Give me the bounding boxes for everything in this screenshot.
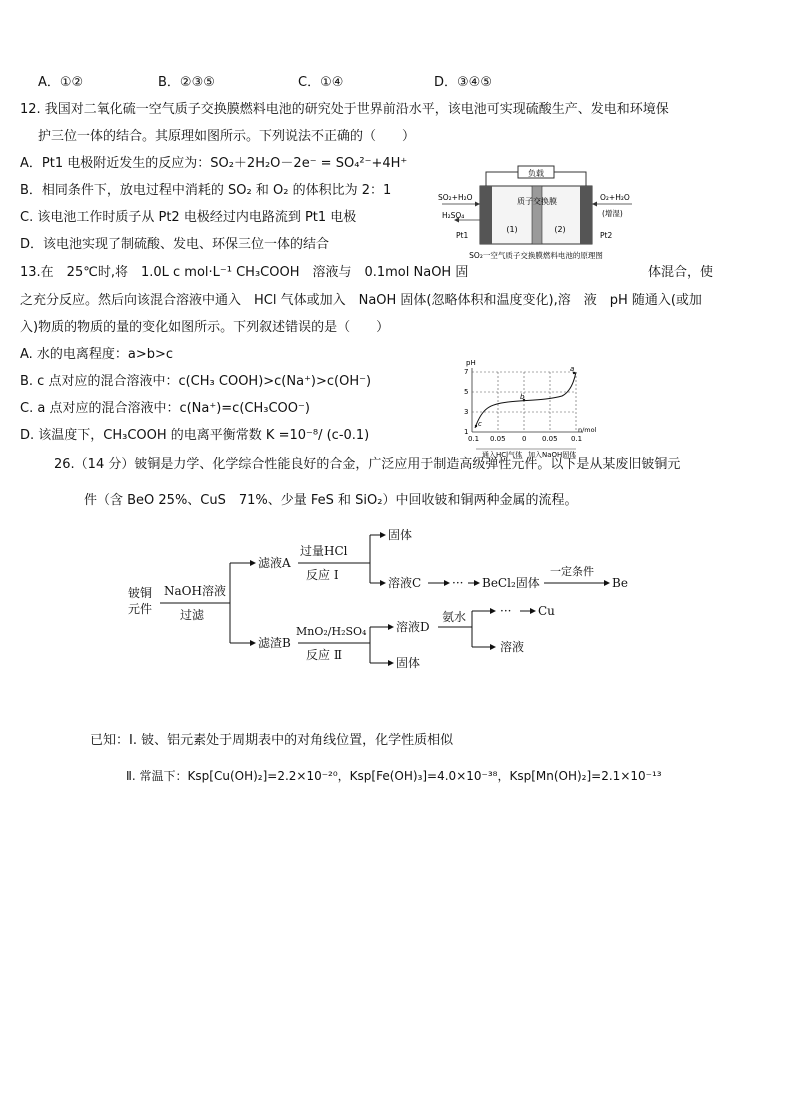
step1-operation: 过滤 bbox=[180, 608, 205, 622]
right-note-label: (增湿) bbox=[602, 209, 623, 218]
q12-option-a: A．Pt1 电极附近发生的反应为：SO₂＋2H₂O－2e⁻ = SO₄²⁻+4H⁺ bbox=[20, 156, 408, 171]
cu-product-label: Cu bbox=[538, 604, 555, 618]
becl2-solid-label: BeCl₂固体 bbox=[482, 576, 540, 590]
solution-end-label: 溶液 bbox=[500, 640, 525, 654]
ph-axis-label: pH bbox=[466, 359, 476, 367]
point-c-marker bbox=[475, 425, 477, 427]
point-b-label: b bbox=[520, 393, 525, 401]
q11-option-b: B．②③⑤ bbox=[158, 75, 215, 90]
left-output-label: H₂SO₄ bbox=[442, 211, 465, 220]
naoh-direction-note: 加入NaOH固体 bbox=[528, 451, 577, 459]
condition-label: 一定条件 bbox=[550, 565, 594, 578]
n-axis-label: n/mol bbox=[578, 426, 597, 434]
q11-option-a: A．①② bbox=[38, 75, 84, 90]
q12-stem-line1: 12. 我国对二氧化硫一空气质子交换膜燃料电池的研究处于世界前沿水平，该电池可实现硫酸生产、发电和环境保 bbox=[20, 102, 669, 117]
fuel-cell-caption: SO₂一空气质子交换膜燃料电池的原理图 bbox=[469, 251, 603, 260]
ph-tick-7: 7 bbox=[464, 368, 469, 376]
be-product-label: Be bbox=[612, 576, 628, 590]
pt2-label: Pt2 bbox=[600, 231, 613, 240]
q13-stem-line3: 入)物质的物质的量的变化如图所示。下列叙述错误的是（ ） bbox=[20, 320, 390, 335]
q13-stem-line1b: 体混合，使 bbox=[648, 265, 714, 280]
load-label: 负载 bbox=[528, 169, 544, 178]
solid-2-label: 固体 bbox=[396, 656, 421, 670]
recovery-flow-diagram bbox=[120, 525, 650, 675]
q12-option-d: D．该电池实现了制硫酸、发电、环保三位一体的结合 bbox=[20, 237, 330, 252]
q12-option-b: B．相同条件下，放电过程中消耗的 SO₂ 和 O₂ 的体积比为 2：1 bbox=[20, 183, 392, 198]
q13-option-c: C. a 点对应的混合溶液中：c(Na⁺)=c(CH₃COO⁻) bbox=[20, 401, 310, 416]
residue-b-label: 滤渣B bbox=[258, 636, 291, 650]
reaction-2-label: 反应 Ⅱ bbox=[306, 648, 342, 662]
zone-2-label: (2) bbox=[554, 225, 566, 234]
q13-stem-line1a: 13.在 25℃时,将 1.0L c mol·L⁻¹ CH₃COOH 溶液与 0.1mol NaOH 固 bbox=[20, 265, 469, 280]
fuel-cell-diagram bbox=[436, 158, 636, 262]
x-tick-0-05-right: 0.05 bbox=[542, 435, 558, 443]
solution-c-label: 溶液C bbox=[388, 576, 422, 590]
proton-membrane bbox=[532, 186, 542, 244]
x-tick-0-1-left: 0.1 bbox=[468, 435, 480, 443]
q12-option-c: C. 该电池工作时质子从 Pt2 电极经过内电路流到 Pt1 电极 bbox=[20, 210, 357, 225]
q26-stem-line2: 件（含 BeO 25%、CuS 71%、少量 FeS 和 SiO₂）中回收铍和铜两种金属的流程。 bbox=[84, 493, 578, 508]
start-label-line1: 铍铜 bbox=[128, 586, 153, 600]
q26-stem-line1: 26.（14 分）铍铜是力学、化学综合性能良好的合金，广泛应用于制造高级弹性元件。以下是从某废旧铍铜元 bbox=[54, 457, 681, 472]
pt1-label: Pt1 bbox=[456, 231, 469, 240]
reagent-b-label: MnO₂/H₂SO₄ bbox=[296, 625, 367, 638]
zone-1-label: (1) bbox=[506, 225, 518, 234]
q13-option-b: B. c 点对应的混合溶液中：c(CH₃ COOH)>c(Na⁺)>c(OH⁻) bbox=[20, 374, 372, 389]
membrane-label: 质子交换膜 bbox=[517, 197, 557, 206]
point-a-label: a bbox=[570, 365, 575, 373]
left-input-label: SO₂+H₂O bbox=[438, 193, 473, 202]
ammonia-label: 氨水 bbox=[442, 610, 467, 624]
q13-option-a: A. 水的电离程度：a>b>c bbox=[20, 347, 174, 362]
filtrate-a-label: 滤液A bbox=[258, 556, 291, 570]
step1-reagent: NaOH溶液 bbox=[164, 584, 226, 598]
known-condition-1: 已知：Ⅰ. 铍、铝元素处于周期表中的对角线位置，化学性质相似 bbox=[90, 733, 454, 748]
pt2-electrode bbox=[580, 186, 592, 244]
hcl-direction-note: 通入HCl气体 bbox=[482, 451, 523, 459]
solution-d-label: 溶液D bbox=[396, 620, 430, 634]
x-tick-0-05-left: 0.05 bbox=[490, 435, 506, 443]
right-input-label: O₂+H₂O bbox=[600, 193, 630, 202]
solid-1-label: 固体 bbox=[388, 528, 413, 542]
reaction-1-label: 反应 Ⅰ bbox=[306, 568, 339, 582]
q11-option-c: C．①④ bbox=[298, 75, 344, 90]
start-label-line2: 元件 bbox=[128, 602, 153, 616]
dots-2: ··· bbox=[500, 604, 512, 618]
ph-curve bbox=[475, 372, 576, 428]
ph-tick-5: 5 bbox=[464, 388, 469, 396]
dots-1: ··· bbox=[452, 576, 464, 590]
reagent-a-label: 过量HCl bbox=[300, 544, 348, 558]
x-tick-0-1-right: 0.1 bbox=[571, 435, 583, 443]
ph-curve-figure bbox=[458, 356, 608, 462]
ph-tick-1: 1 bbox=[464, 428, 469, 436]
point-c-label: c bbox=[478, 420, 482, 428]
x-tick-0: 0 bbox=[522, 435, 527, 443]
ph-tick-3: 3 bbox=[464, 408, 469, 416]
q13-stem-line2: 之充分反应。然后向该混合溶液中通入 HCl 气体或加入 NaOH 固体(忽略体积和温度变化),溶 液 pH 随通入(或加 bbox=[20, 293, 702, 308]
pt1-electrode bbox=[480, 186, 492, 244]
known-condition-2: Ⅱ. 常温下：Ksp[Cu(OH)₂]=2.2×10⁻²⁰，Ksp[Fe(OH)₃]=4.0×10⁻³⁸，Ksp[Mn(OH)₂]=2.1×10⁻¹³ bbox=[126, 769, 662, 783]
q13-option-d: D. 该温度下，CH₃COOH 的电离平衡常数 K =10⁻⁸/ (c-0.1) bbox=[20, 428, 370, 443]
q11-option-d: D．③④⑤ bbox=[434, 75, 492, 90]
q12-stem-line2: 护三位一体的结合。其原理如图所示。下列说法不正确的（ ） bbox=[38, 129, 416, 144]
